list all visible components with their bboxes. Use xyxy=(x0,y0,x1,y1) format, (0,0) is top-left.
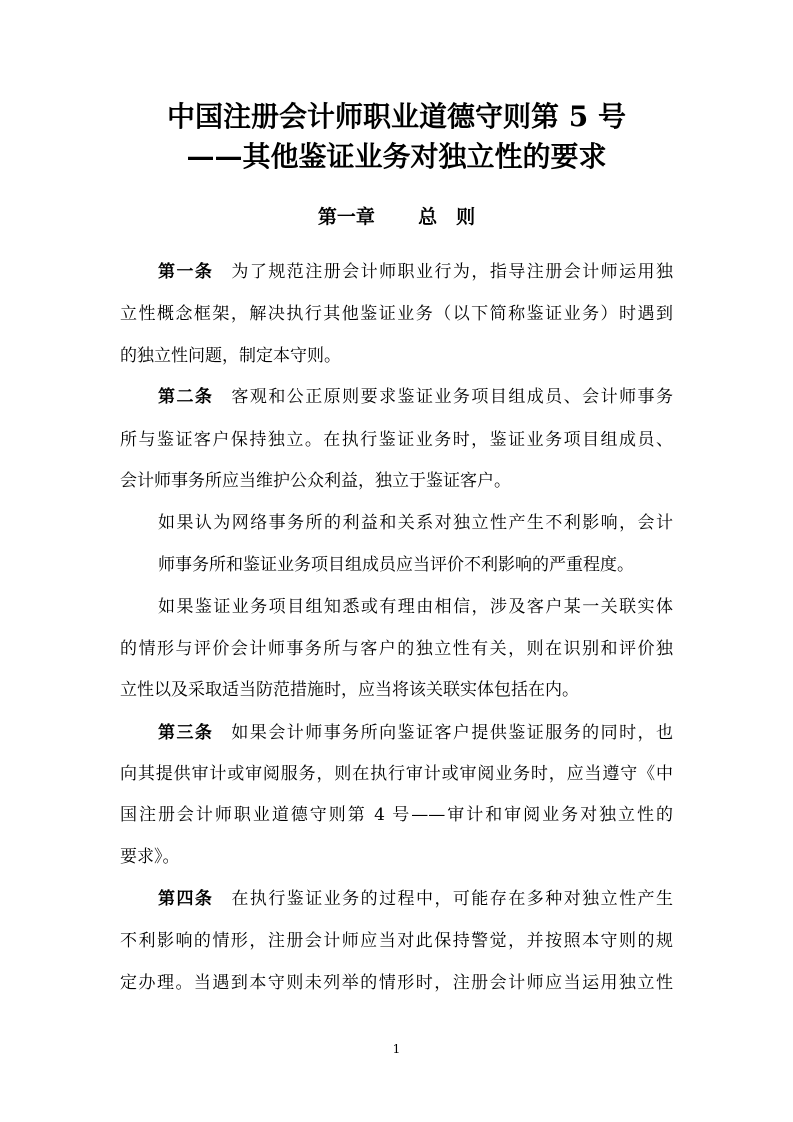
body-line xyxy=(120,763,673,785)
chapter-name: 总 则 xyxy=(418,206,476,228)
body-line xyxy=(120,345,673,367)
line-text: 在执行鉴证业务的过程中，可能存在多种对独立性产生 xyxy=(231,889,674,909)
body-line xyxy=(120,638,673,660)
chapter-number: 第一章 xyxy=(317,206,375,228)
body-line xyxy=(120,804,673,826)
line-text: 的独立性问题，制定本守则。 xyxy=(120,346,341,366)
document-title-line-1: 中国注册会计师职业道德守则第 5 号 xyxy=(167,100,626,133)
line-text: 如果认为网络事务所的利益和关系对独立性产生不利影响，会计 xyxy=(158,513,673,533)
body-line xyxy=(158,722,673,744)
body-line xyxy=(120,679,673,701)
line-text: 会计师事务所应当维护公众利益，独立于鉴证客户。 xyxy=(120,471,511,491)
line-text: 不利影响的情形，注册会计师应当对此保持警觉，并按照本守则的规 xyxy=(120,931,673,951)
article-label: 第一条 xyxy=(158,262,214,282)
body-line xyxy=(158,512,673,534)
line-text: 国注册会计师职业道德守则第 4 号——审计和审阅业务对独立性的 xyxy=(120,805,673,825)
article-label: 第四条 xyxy=(158,889,214,909)
chapter-heading xyxy=(0,202,793,229)
body-line xyxy=(158,386,673,408)
line-text: 立性概念框架，解决执行其他鉴证业务（以下简称鉴证业务）时遇到 xyxy=(120,304,673,324)
document-title-line-2: ——其他鉴证业务对独立性的要求 xyxy=(186,140,607,173)
body-line xyxy=(120,303,673,325)
article-label: 第三条 xyxy=(158,723,214,743)
line-text: 如果鉴证业务项目组知悉或有理由相信，涉及客户某一关联实体 xyxy=(158,597,673,617)
line-text: 客观和公正原则要求鉴证业务项目组成员、会计师事务 xyxy=(231,387,674,407)
line-text: 的情形与评价会计师事务所与客户的独立性有关，则在识别和评价独 xyxy=(120,639,673,659)
body-line xyxy=(158,888,673,910)
body-line xyxy=(120,846,673,868)
line-text: 向其提供审计或审阅服务，则在执行审计或审阅业务时，应当遵守《中 xyxy=(120,764,673,784)
body-line xyxy=(158,596,673,618)
body-line xyxy=(158,261,673,283)
body-line xyxy=(120,930,673,952)
body-line xyxy=(120,470,673,492)
line-text: 立性以及采取适当防范措施时，应当将该关联实体包括在内。 xyxy=(120,680,579,700)
line-text: 师事务所和鉴证业务项目组成员应当评价不利影响的严重程度。 xyxy=(158,555,634,575)
line-text: 为了规范注册会计师职业行为，指导注册会计师运用独 xyxy=(231,262,674,282)
line-text: 所与鉴证客户保持独立。在执行鉴证业务时，鉴证业务项目组成员、 xyxy=(120,430,673,450)
line-text: 如果会计师事务所向鉴证客户提供鉴证服务的同时，也 xyxy=(231,723,674,743)
body-line xyxy=(120,429,673,451)
article-label: 第二条 xyxy=(158,387,214,407)
line-text: 定办理。当遇到本守则未列举的情形时，注册会计师应当运用独立性 xyxy=(120,973,673,993)
line-text: 要求》。 xyxy=(120,847,180,867)
body-line xyxy=(120,972,673,994)
page-number: 1 xyxy=(392,1042,401,1056)
body-line xyxy=(158,554,673,576)
